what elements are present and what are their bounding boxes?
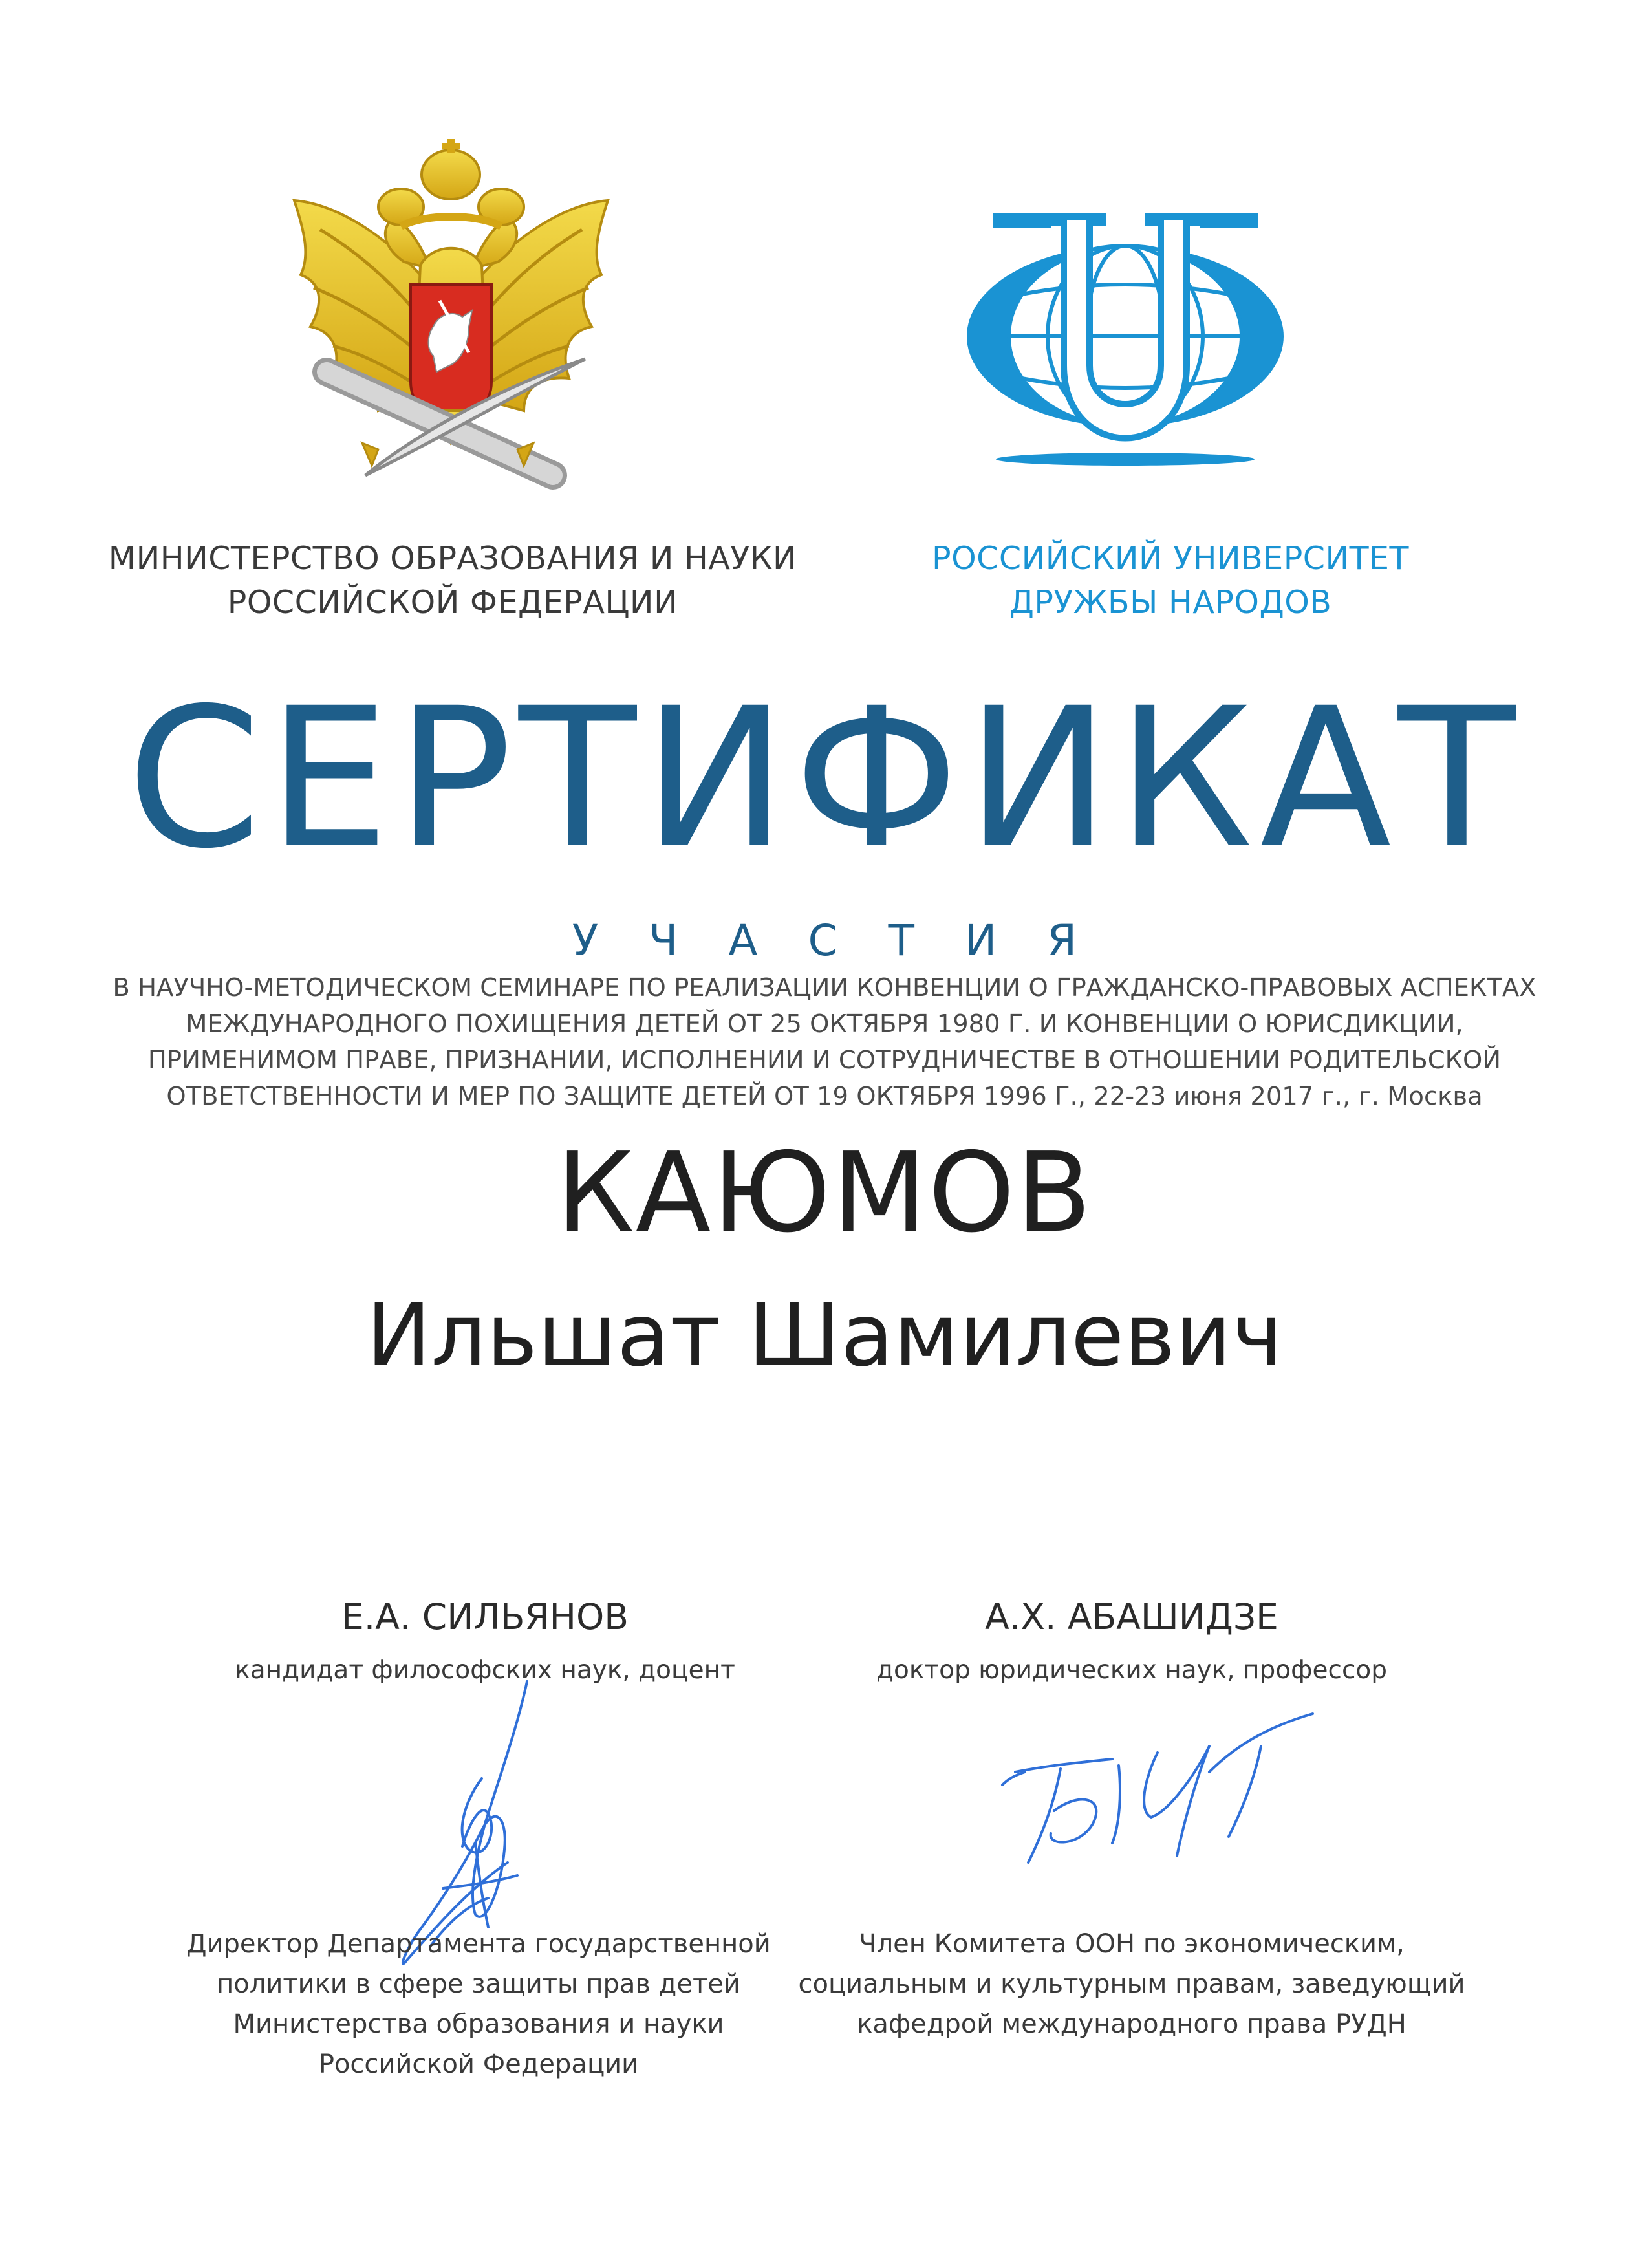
ministry-name-line2: РОССИЙСКОЙ ФЕДЕРАЦИИ — [227, 584, 678, 621]
signatory-degree: кандидат философских наук, доцент — [235, 1656, 735, 1685]
certificate-subtitle: УЧАСТИЯ — [572, 916, 1128, 966]
university-name — [841, 537, 1500, 625]
event-line: В НАУЧНО-МЕТОДИЧЕСКОМ СЕМИНАРЕ ПО РЕАЛИЗАЦИИ КОНВЕНЦИИ О ГРАЖДАНСКО-ПРАВОВЫХ АСПЕКТАХ — [113, 973, 1536, 1002]
certificate-title: СЕРТИФИКАТ — [127, 667, 1522, 891]
signatory-role-line: Директор Департамента государственной — [186, 1929, 771, 1959]
signatory-role-line: Член Комитета ООН по экономическим, — [859, 1929, 1405, 1959]
recipient-surname: КАЮМОВ — [556, 1129, 1093, 1257]
ministry-name-line1: МИНИСТЕРСТВО ОБРАЗОВАНИЯ И НАУКИ — [108, 540, 797, 577]
signatory-role — [776, 1924, 1487, 2044]
signatory-name: Е.А. СИЛЬЯНОВ — [341, 1596, 629, 1637]
event-description — [97, 970, 1552, 1115]
rudn-logo-icon — [967, 204, 1284, 472]
signatory-degree: доктор юридических наук, профессор — [876, 1656, 1387, 1685]
ministry-name — [84, 537, 821, 625]
university-name-line1: РОССИЙСКИЙ УНИВЕРСИТЕТ — [932, 540, 1409, 577]
signatory-role-line: Министерства образования и науки — [233, 2009, 724, 2039]
event-line: МЕЖДУНАРОДНОГО ПОХИЩЕНИЯ ДЕТЕЙ ОТ 25 ОКТЯБРЯ 1980 Г. И КОНВЕНЦИИ О ЮРИСДИКЦИИ, — [186, 1010, 1463, 1039]
signatory-role-line: политики в сфере защиты прав детей — [217, 1969, 740, 1999]
signatory-name: А.Х. АБАШИДЗЕ — [985, 1596, 1278, 1637]
recipient-given-names: Ильшат Шамилевич — [366, 1285, 1283, 1386]
signatory-role-line: социальным и культурным правам, заведующий — [798, 1969, 1465, 1999]
university-name-line2: ДРУЖБЫ НАРОДОВ — [1009, 584, 1332, 621]
event-line: ОТВЕТСТВЕННОСТИ И МЕР ПО ЗАЩИТЕ ДЕТЕЙ ОТ 19 ОКТЯБРЯ 1996 Г., 22-23 июня 2017 г., г. Москва — [166, 1082, 1483, 1111]
signatory-role-line: кафедрой международного права РУДН — [857, 2009, 1406, 2039]
russian-coat-of-arms-icon — [275, 139, 627, 527]
handwritten-signature-icon — [989, 1707, 1352, 1882]
event-line: ПРИМЕНИМОМ ПРАВЕ, ПРИЗНАНИИ, ИСПОЛНЕНИИ И СОТРУДНИЧЕСТВЕ В ОТНОШЕНИИ РОДИТЕЛЬСКОЙ — [147, 1046, 1502, 1075]
signatory-role — [123, 1924, 834, 2084]
signatory-role-line: Российской Федерации — [318, 2049, 639, 2079]
